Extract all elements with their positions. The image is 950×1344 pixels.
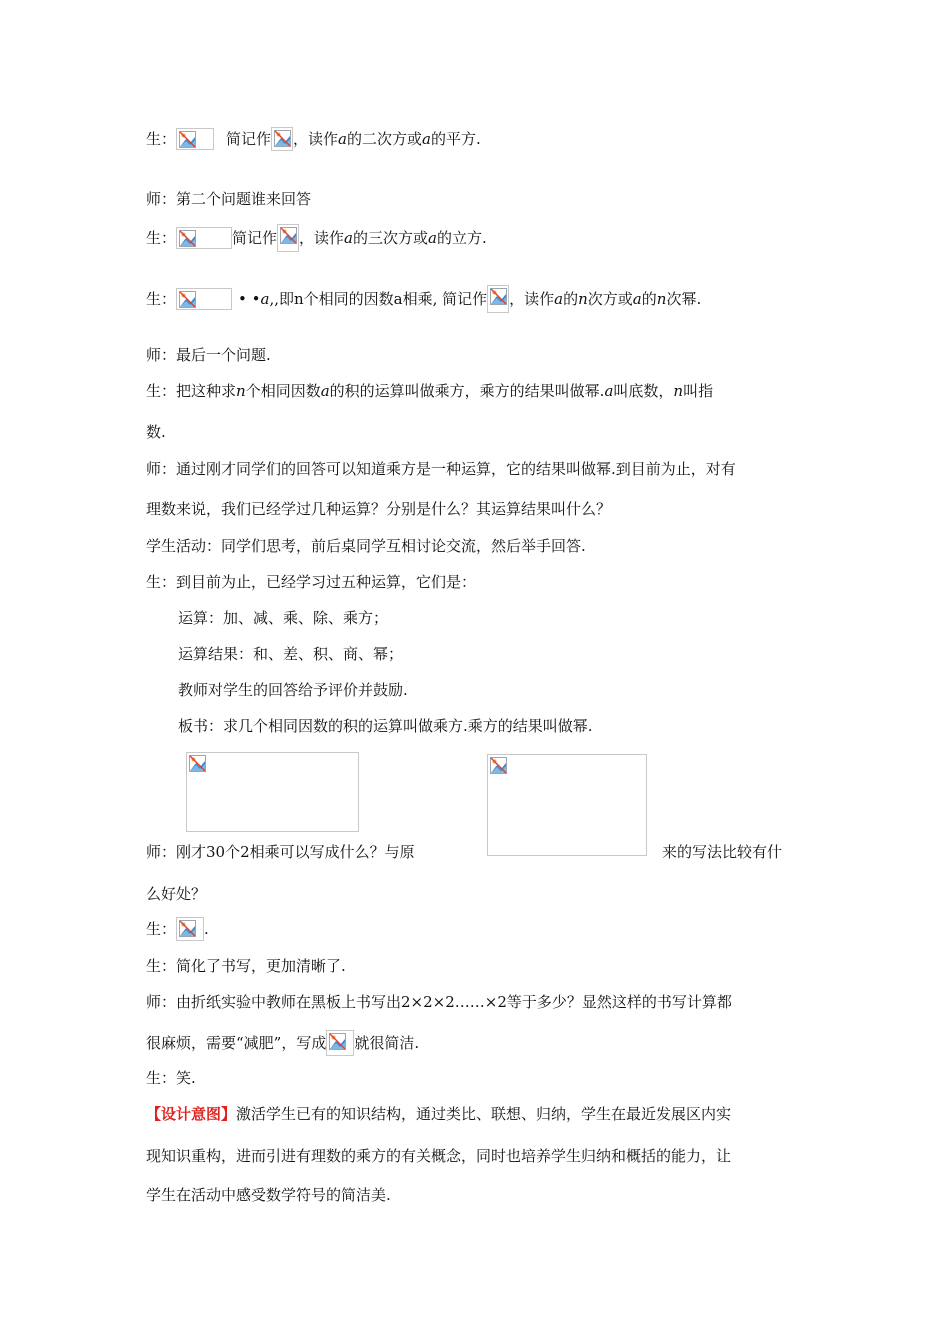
line-7: 数.: [146, 423, 166, 441]
text: ，读作: [299, 229, 345, 247]
formula-image: [176, 227, 232, 249]
text: .: [204, 920, 209, 938]
text: 的积的运算叫做乘方，乘方的结果叫做幂.: [329, 382, 605, 400]
broken-image-icon: [329, 1033, 346, 1050]
text: 次方或: [587, 290, 633, 308]
text: 次幂.: [666, 290, 702, 308]
text: 师：刚才30个2相乘可以写成什么？与原: [146, 843, 415, 861]
broken-image-icon: [189, 755, 206, 772]
text: 个相同因数: [245, 382, 321, 400]
figure-image-left: [186, 752, 359, 832]
text: 简记作: [232, 229, 278, 247]
text: 的平方.: [430, 130, 481, 148]
formula-image: [176, 917, 204, 941]
speaker-label: 生：: [146, 229, 177, 247]
text: • •: [238, 290, 261, 308]
text: 叫指: [683, 382, 714, 400]
line-2: 师：第二个问题谁来回答: [146, 190, 312, 208]
design-intent-tag: 【设计意图】: [146, 1105, 237, 1123]
line-9: 理数来说，我们已经学过几种运算？分别是什么？其运算结果叫什么？: [146, 500, 612, 518]
formula-image: [277, 224, 299, 252]
line-4: [146, 285, 701, 313]
line-25: 学生在活动中感受数学符号的简洁美.: [146, 1186, 391, 1204]
speaker-label: 生：: [146, 130, 177, 148]
variable: a: [344, 229, 353, 247]
text: 很麻烦，需要“减肥”，写成: [146, 1034, 327, 1052]
speaker-label: 生：: [146, 290, 177, 308]
formula-image: [176, 128, 214, 150]
line-6: [146, 380, 713, 402]
broken-image-icon: [179, 920, 196, 937]
broken-image-icon: [179, 131, 196, 148]
text: ，读作: [509, 290, 555, 308]
line-17: 么好处？: [146, 885, 207, 903]
line-18: [146, 917, 209, 941]
variable: a: [260, 290, 270, 308]
variable: n: [236, 382, 246, 400]
line-12: 运算：加、减、乘、除、乘方；: [178, 609, 389, 627]
text: 叫底数，: [613, 382, 674, 400]
formula-image: [176, 288, 232, 310]
broken-image-icon: [280, 227, 297, 244]
line-20: 师：由折纸实验中教师在黑板上书写出2×2×2……×2等于多少？显然这样的书写计算都: [146, 993, 732, 1011]
line-21: [146, 1030, 419, 1056]
text: 就很简洁.: [354, 1034, 420, 1052]
text: 的: [641, 290, 657, 308]
broken-image-icon: [179, 230, 196, 247]
line-19: 生：简化了书写，更加清晰了.: [146, 957, 346, 975]
line-10: 学生活动：同学们思考，前后桌同学互相讨论交流，然后举手回答.: [146, 537, 586, 555]
line-16: [146, 841, 415, 863]
variable: a: [554, 290, 564, 308]
formula-image: [487, 285, 509, 313]
line-3: [146, 224, 487, 252]
broken-image-icon: [179, 291, 196, 308]
line-5: 师：最后一个问题.: [146, 346, 271, 364]
broken-image-icon: [490, 288, 507, 305]
line-24: 现知识重构，进而引进有理数的乘方的有关概念，同时也培养学生归纳和概括的能力，让: [146, 1147, 732, 1165]
text: 简记作: [226, 130, 272, 148]
text: 的立方.: [436, 229, 487, 247]
variable: a: [320, 382, 330, 400]
variable: n: [578, 290, 588, 308]
text: 的三次方或: [353, 229, 429, 247]
broken-image-icon: [274, 130, 291, 147]
variable: n: [656, 290, 667, 308]
line-14: 教师对学生的回答给予评价并鼓励.: [178, 681, 408, 699]
line-13: 运算结果：和、差、积、商、幂；: [178, 645, 404, 663]
text: ，读作: [293, 130, 339, 148]
line-22: 生：笑.: [146, 1069, 196, 1087]
formula-image: [271, 127, 293, 151]
line-11: 生：到目前为止，已经学习过五种运算，它们是：: [146, 573, 477, 591]
variable: n: [673, 382, 684, 400]
text: 激活学生已有的知识结构，通过类比、联想、归纳，学生在最近发展区内实: [236, 1105, 732, 1123]
variable: a: [338, 130, 347, 148]
text: ,,即n个相同的因数a相乘, 简记作: [269, 290, 488, 308]
variable: a: [422, 130, 431, 148]
text: 的: [563, 290, 579, 308]
line-1: [146, 127, 481, 151]
line-23: [146, 1103, 731, 1125]
speaker-label: 生：: [146, 920, 177, 938]
broken-image-icon: [490, 757, 507, 774]
variable: a: [428, 229, 437, 247]
line-8: 师：通过刚才同学们的回答可以知道乘方是一种运算，它的结果叫做幂.到目前为止，对有: [146, 460, 736, 478]
variable: a: [632, 290, 642, 308]
line-15: 板书：求几个相同因数的积的运算叫做乘方.乘方的结果叫做幂.: [178, 717, 593, 735]
formula-image: [326, 1030, 354, 1056]
figure-image-right: [487, 754, 647, 856]
text: 生：把这种求: [146, 382, 237, 400]
variable: a: [604, 382, 614, 400]
text: 的二次方或: [347, 130, 423, 148]
line-16-continuation: 来的写法比较有什: [662, 843, 783, 861]
